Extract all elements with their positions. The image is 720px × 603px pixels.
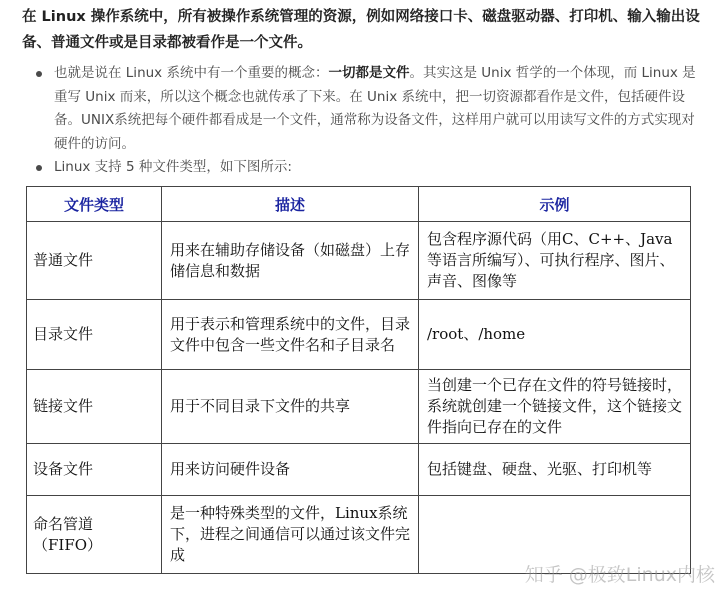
cell-example: 当创建一个已存在文件的符号链接时，系统就创建一个链接文件，这个链接文件指向已存在的文件 xyxy=(419,370,691,444)
bullet-emphasis: 一切都是文件 xyxy=(328,65,410,81)
bullet-item xyxy=(22,156,702,180)
cell-type: 目录文件 xyxy=(27,300,162,370)
bullet-text: Linux 支持 5 种文件类型，如下图所示: xyxy=(54,159,292,175)
intro-paragraph: 在 Linux 操作系统中，所有被操作系统管理的资源，例如网络接口卡、磁盘驱动器、打印机、输入输出设备、普通文件或是目录都被看作是一个文件。 xyxy=(22,9,700,51)
cell-type: 普通文件 xyxy=(27,222,162,300)
table-row xyxy=(27,444,691,496)
table-row xyxy=(27,300,691,370)
cell-description: 用来在辅助存储设备（如磁盘）上存储信息和数据 xyxy=(162,222,419,300)
bullet-text: 。其实这是 Unix 哲学的一个体现，而 Linux 是重写 Unix 而来，所以这个概念也就传承了下来。在 Unix 系统中，把一切资源都看作是文件，包括硬件设备。UNIX系统把每个硬件都看成是一个文件，通常称为设备文件，这样用户就可以用读写文件的方式实现对硬件的访问。 xyxy=(54,65,696,152)
bullet-item xyxy=(22,62,702,156)
table-row xyxy=(27,370,691,444)
watermark: 知乎 @极致Linux内核 xyxy=(524,564,715,586)
cell-example: /root、/home xyxy=(419,300,691,370)
header-description: 描述 xyxy=(162,187,419,222)
cell-type: 链接文件 xyxy=(27,370,162,444)
cell-type: 命名管道（FIFO） xyxy=(27,496,162,574)
file-types-table xyxy=(26,186,691,574)
cell-description: 是一种特殊类型的文件，Linux系统下，进程之间通信可以通过该文件完成 xyxy=(162,496,419,574)
bullet-list xyxy=(22,62,702,180)
header-file-type: 文件类型 xyxy=(27,187,162,222)
header-example: 示例 xyxy=(419,187,691,222)
table-row xyxy=(27,222,691,300)
cell-type: 设备文件 xyxy=(27,444,162,496)
cell-description: 用于表示和管理系统中的文件，目录文件中包含一些文件名和子目录名 xyxy=(162,300,419,370)
cell-example: 包括键盘、硬盘、光驱、打印机等 xyxy=(419,444,691,496)
cell-description: 用来访问硬件设备 xyxy=(162,444,419,496)
table-header-row xyxy=(27,187,691,222)
cell-example: 包含程序源代码（用C、C++、Java等语言所编写）、可执行程序、图片、声音、图像等 xyxy=(419,222,691,300)
cell-description: 用于不同目录下文件的共享 xyxy=(162,370,419,444)
bullet-text: 也就是说在 Linux 系统中有一个重要的概念： xyxy=(54,65,329,81)
